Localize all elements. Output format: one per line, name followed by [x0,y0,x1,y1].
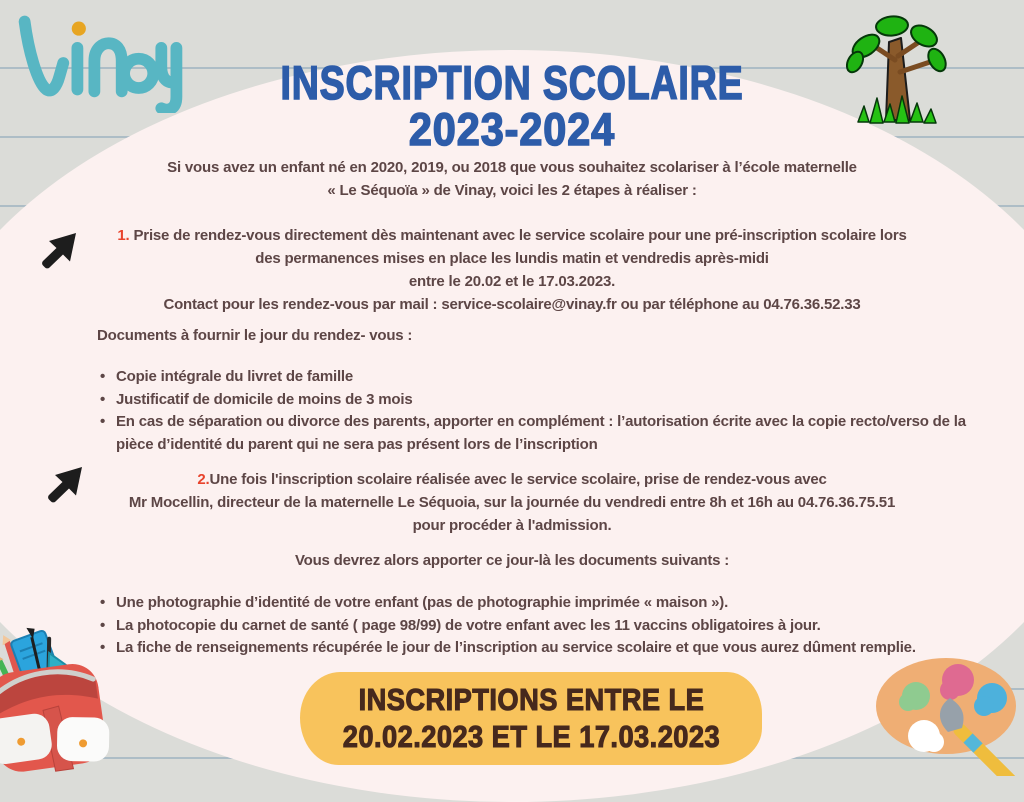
step-1-dates: entre le 20.02 et le 17.03.2023. [408,273,616,290]
list-item: • Une photographie d’identité de votre enfant (pas de photographie imprimée « maison »). [96,592,976,615]
step-2-line-1: 2.Une fois l'inscription scolaire réalisée avec le service scolaire, prise de rendez-vous avec [197,471,827,488]
list-item: • Copie intégrale du livret de famille [96,366,976,389]
documents-list [96,366,976,456]
step-1-paragraph: 1. Prise de rendez-vous directement dès maintenant avec le service scolaire pour une pré-inscription scolaire lors des permanences mises en place les lundis matin et vendredis après-midi entre le 20.02 et le 17.03.2023. Contact pour les rendez-vous par mail : service-scolaire@vinay.fr ou par téléphone au 04.76.36.52.33 [52,224,972,316]
step-2-paragraph: 2.Une fois l'inscription scolaire réalisée avec le service scolaire, prise de rendez-vous avec Mr Mocellin, directeur de la maternelle Le Séquoia, sur la journée du vendredi entre 8h et 16h au 04.76.36.75.51 pour procéder à l'admission. [52,468,972,537]
banner-line-2: 20.02.2023 ET LE 17.03.2023 [342,719,720,754]
banner-line-1: INSCRIPTIONS ENTRE LE [358,682,704,717]
step-1-line-1: 1. Prise de rendez-vous directement dès maintenant avec le service scolaire pour une pré-inscription scolaire lors [117,227,907,244]
paint-palette-icon [866,640,1024,776]
intro-paragraph: Si vous avez un enfant né en 2020, 2019, ou 2018 que vous souhaitez scolariser à l’école maternelle « Le Séquoïa » de Vinay, voici les 2 étapes à réaliser : [167,159,857,199]
documents-heading: Documents à fournir le jour du rendez- vous : [97,327,413,344]
list-item: • Justificatif de domicile de moins de 3 mois [96,389,976,412]
list-item: • En cas de séparation ou divorce des parents, apporter en complément : l’autorisation écrite avec la copie recto/verso de la pièce d’identité du parent qui ne sera pas présent lors de l’inscription [96,411,976,456]
step-1-contact: Contact pour les rendez-vous par mail : service-scolaire@vinay.fr ou par téléphone au 04.76.36.52.33 [163,296,861,313]
step-2-number: 2. [197,471,210,488]
list-item: • La photocopie du carnet de santé ( page 98/99) de votre enfant avec les 11 vaccins obligatoires à jour. [96,615,976,638]
title-line-2: 2023-2024 [408,104,616,155]
admission-heading: Vous devrez alors apporter ce jour-là les documents suivants : [294,552,730,569]
title-line-1: INSCRIPTION SCOLAIRE [280,56,744,109]
inscription-dates-banner [300,672,762,765]
backpack-icon [0,622,126,772]
admission-documents-list [96,592,976,660]
page-title [0,58,1024,153]
step-1-number: 1. [117,227,130,244]
list-item: • La fiche de renseignements récupérée le jour de l’inscription au service scolaire et que vous aurez dûment remplie. [96,637,976,660]
logo-dot-icon [72,22,86,36]
